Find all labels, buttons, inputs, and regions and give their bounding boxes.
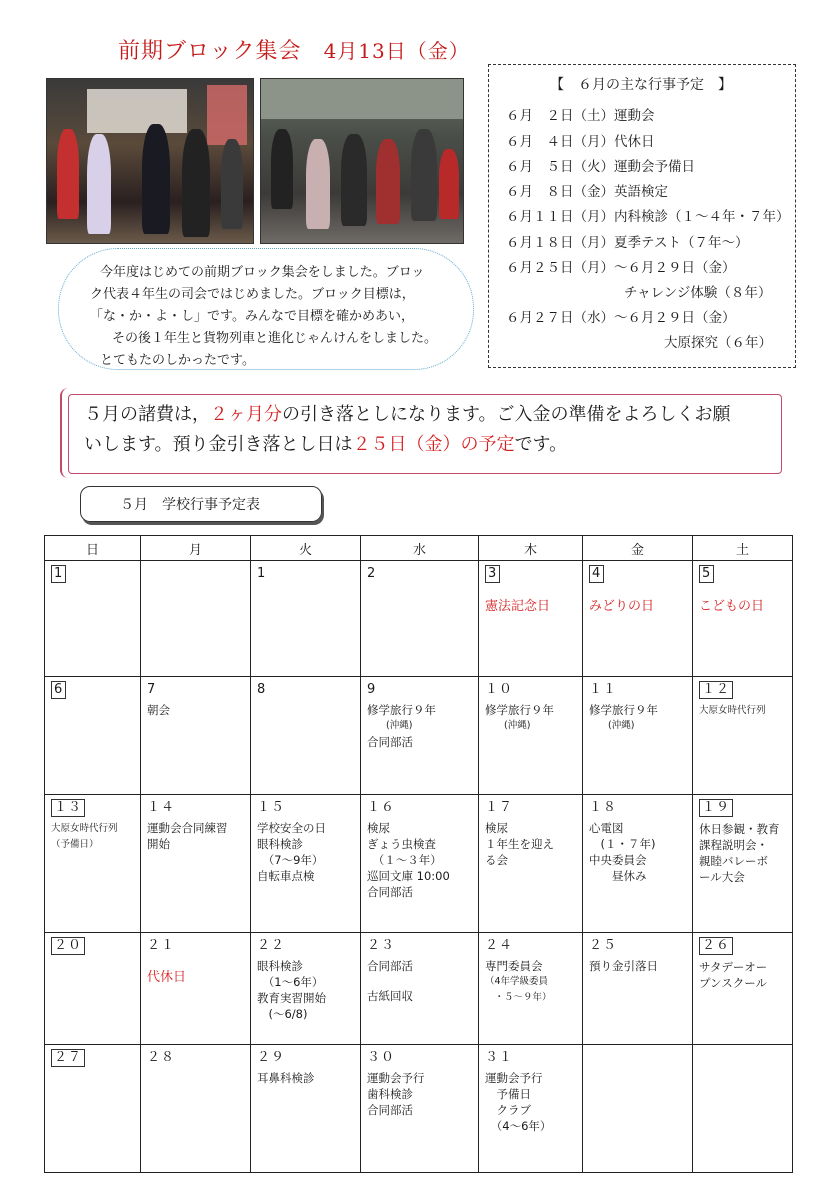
calendar-day-cell [251, 933, 361, 1045]
day-event: 運動会予行 [485, 1071, 543, 1085]
june-item: ６月２７日（水）～６月２９日（金） [506, 310, 736, 326]
day-event: プンスクール [699, 976, 767, 990]
calendar-day-cell [251, 1045, 361, 1173]
day-number: 7 [147, 682, 157, 697]
calendar-day-cell [693, 933, 793, 1045]
calendar-day-cell [141, 933, 251, 1045]
june-item: 大原探究（６年） [664, 335, 772, 351]
day-event: 昼休み [589, 869, 647, 883]
report-line: その後１年生と貨物列車と進化じゃんけんをしました。 [112, 331, 438, 346]
day-number: ３１ [485, 1050, 514, 1065]
june-item: ６月 ８日（金）英語検定 [506, 184, 668, 200]
june-item: ６月 ４日（月）代休日 [506, 134, 655, 150]
report-line: とてもたのしかったです。 [100, 353, 255, 368]
day-event: 合同部活 [367, 735, 413, 749]
calendar-day-cell [583, 677, 693, 795]
calendar-day-cell [251, 561, 361, 677]
day-event: （予備日） [51, 839, 99, 850]
day-event: 眼科検診 [257, 837, 303, 851]
day-event: （7～9年） [257, 853, 324, 867]
calendar-week-row [45, 677, 793, 795]
calendar-day-cell [361, 1045, 479, 1173]
report-line: 今年度はじめての前期ブロック集会をしました。ブロッ [100, 265, 425, 280]
june-item: ６月２５日（月）～６月２９日（金） [506, 260, 736, 276]
day-number: １４ [147, 800, 176, 815]
calendar-day-cell [479, 677, 583, 795]
calendar-day-cell [361, 795, 479, 933]
day-event: （4～6年） [485, 1119, 552, 1133]
day-event: 自転車点検 [257, 869, 315, 883]
day-event: 修学旅行９年 [485, 703, 554, 717]
day-event: 開始 [147, 837, 170, 851]
day-number: ３０ [367, 1050, 396, 1065]
calendar-day-cell [693, 561, 793, 677]
day-event: 課程説明会・ [699, 838, 768, 852]
calendar-day-cell [583, 561, 693, 677]
day-event: 合同部活 [367, 885, 413, 899]
calendar-week-row [45, 795, 793, 933]
day-event: (沖縄) [367, 720, 413, 731]
calendar-day-cell [45, 1045, 141, 1173]
calendar-day-cell [45, 677, 141, 795]
calendar-day-cell [141, 795, 251, 933]
day-number: １６ [367, 800, 396, 815]
photo-children-train [260, 78, 464, 244]
calendar-day-cell [45, 933, 141, 1045]
calendar-day-cell [583, 795, 693, 933]
day-event: (１・７年) [589, 837, 656, 851]
notice-part: です。 [514, 434, 568, 455]
weekday-tue: 火 [251, 536, 361, 561]
day-number: ２９ [257, 1050, 286, 1065]
day-event: (沖縄) [589, 720, 635, 731]
day-event: 予備日 [485, 1087, 531, 1101]
day-event: 眼科検診 [257, 959, 303, 973]
june-item: チャレンジ体験（８年） [624, 285, 772, 301]
day-event: みどりの日 [589, 599, 655, 614]
day-event: （１～３年） [367, 853, 442, 867]
calendar-day-cell [251, 677, 361, 795]
calendar-day-cell [479, 1045, 583, 1173]
calendar-week-row [45, 561, 793, 677]
day-number: 6 [51, 681, 66, 699]
june-item: ６月 ２日（土）運動会 [506, 108, 655, 124]
calendar-day-cell [479, 795, 583, 933]
day-event: 合同部活 [367, 1103, 413, 1117]
title-text: 前期ブロック集会 [118, 39, 302, 64]
day-event: 検尿 [485, 821, 508, 835]
day-number: １０ [485, 682, 514, 697]
day-event: ぎょう虫検査 [367, 837, 436, 851]
day-event: （1～6年） [257, 975, 324, 989]
day-number: 2 [367, 566, 377, 581]
day-event: 修学旅行９年 [589, 703, 658, 717]
day-event: 運動会予行 [367, 1071, 425, 1085]
weekday-sat: 土 [693, 536, 793, 561]
day-event: １年生を迎え [485, 837, 554, 851]
day-event: サタデーオー [699, 960, 768, 974]
day-event: 合同部活 [367, 959, 413, 973]
june-item: ６月１１日（月）内科検診（１～４年・７年） [506, 209, 790, 225]
day-number: １２ [699, 681, 733, 699]
report-line: ク代表４年生の司会ではじめました。ブロック目標は， [90, 287, 415, 302]
day-event: 古紙回収 [367, 989, 413, 1003]
day-event [367, 974, 472, 988]
day-number: ２２ [257, 938, 286, 953]
june-item: ６月 ５日（火）運動会予備日 [506, 159, 695, 175]
day-event: 休日参観・教育 [699, 822, 780, 836]
day-number: ２８ [147, 1050, 176, 1065]
day-event: 大原女時代行列 [699, 705, 766, 716]
day-event: 耳鼻科検診 [257, 1071, 315, 1085]
day-number: １９ [699, 799, 733, 817]
june-item: ６月１８日（月）夏季テスト（７年～） [506, 235, 749, 251]
day-event: 預り金引落日 [589, 959, 658, 973]
calendar-week-row [45, 933, 793, 1045]
calendar-day-cell [141, 561, 251, 677]
day-event: 修学旅行９年 [367, 703, 436, 717]
calendar-day-cell [45, 795, 141, 933]
calendar-day-cell [45, 561, 141, 677]
day-number: １８ [589, 800, 618, 815]
weekday-row [45, 536, 793, 561]
notice-highlight: ２ヶ月分 [210, 404, 282, 425]
calendar-week-row [45, 1045, 793, 1173]
day-event: 親睦バレーボ [699, 854, 768, 868]
calendar-day-cell [361, 933, 479, 1045]
calendar-table [44, 535, 793, 1173]
photo-children-stage [46, 78, 254, 244]
day-number: ２４ [485, 938, 514, 953]
weekday-sun: 日 [45, 536, 141, 561]
notice-part: いします。預り金引き落とし日は [84, 434, 353, 455]
day-number: 8 [257, 682, 267, 697]
calendar-day-cell [583, 1045, 693, 1173]
calendar-day-cell [251, 795, 361, 933]
day-event: （4年学級委員 [485, 976, 549, 987]
report-text [90, 262, 470, 372]
calendar-body [45, 561, 793, 1173]
notice-text [84, 400, 774, 460]
calendar-day-cell [141, 677, 251, 795]
day-number: 1 [51, 565, 66, 583]
day-event: 巡回文庫 10:00 [367, 869, 450, 883]
day-number: ２３ [367, 938, 396, 953]
day-number: １５ [257, 800, 286, 815]
day-number: ２１ [147, 938, 176, 953]
calendar-day-cell [693, 1045, 793, 1173]
day-event: 大原女時代行列 [51, 823, 118, 834]
weekday-fri: 金 [583, 536, 693, 561]
calendar-day-cell [141, 1045, 251, 1173]
weekday-mon: 月 [141, 536, 251, 561]
day-event: ・５～９年） [485, 992, 552, 1003]
day-number: ２５ [589, 938, 618, 953]
day-number: ２７ [51, 1049, 85, 1067]
day-event: 中央委員会 [589, 853, 647, 867]
day-number: １１ [589, 682, 618, 697]
day-event: る会 [485, 853, 508, 867]
weekday-thu: 木 [479, 536, 583, 561]
day-event: (沖縄) [485, 720, 531, 731]
day-event: こどもの日 [699, 599, 765, 614]
calendar-day-cell [361, 677, 479, 795]
calendar-day-cell [479, 561, 583, 677]
day-number: 1 [257, 566, 267, 581]
day-event: 憲法記念日 [485, 599, 551, 614]
day-event: 朝会 [147, 703, 170, 717]
calendar-day-cell [693, 795, 793, 933]
report-line: 「な・か・よ・し」です。みんなで目標を確かめあい， [90, 309, 414, 324]
day-number: ２０ [51, 937, 85, 955]
day-event: ール大会 [699, 870, 745, 884]
day-number: 3 [485, 565, 500, 583]
day-number: １７ [485, 800, 514, 815]
notice-part: ５月の諸費は， [84, 404, 210, 425]
day-number: 5 [699, 565, 714, 583]
day-event: 代休日 [147, 970, 187, 985]
day-event: 歯科検診 [367, 1087, 413, 1101]
day-event: クラブ [485, 1103, 531, 1117]
title-date: 4月13日（金） [323, 39, 470, 63]
day-event: 心電図 [589, 821, 624, 835]
june-schedule-title: 【 ６月の主な行事予定 】 [550, 77, 732, 93]
notice-part: の引き落としになります。ご入金の準備をよろしくお願 [282, 404, 731, 425]
day-number: 4 [589, 565, 604, 583]
page-title [118, 34, 470, 65]
day-event: 教育実習開始 [257, 991, 326, 1005]
calendar-day-cell [693, 677, 793, 795]
calendar-heading: ５月 学校行事予定表 [120, 497, 260, 513]
day-number: 9 [367, 682, 377, 697]
calendar-day-cell [479, 933, 583, 1045]
day-number: ２６ [699, 937, 733, 955]
day-event: (～6/8) [257, 1007, 308, 1021]
calendar-day-cell [361, 561, 479, 677]
day-number: １３ [51, 799, 85, 817]
day-event: 検尿 [367, 821, 390, 835]
calendar-day-cell [583, 933, 693, 1045]
weekday-wed: 水 [361, 536, 479, 561]
notice-highlight: ２５日（金）の予定 [352, 434, 515, 455]
day-event: 運動会合同練習 [147, 821, 228, 835]
day-event: 専門委員会 [485, 959, 543, 973]
day-event: 学校安全の日 [257, 821, 326, 835]
